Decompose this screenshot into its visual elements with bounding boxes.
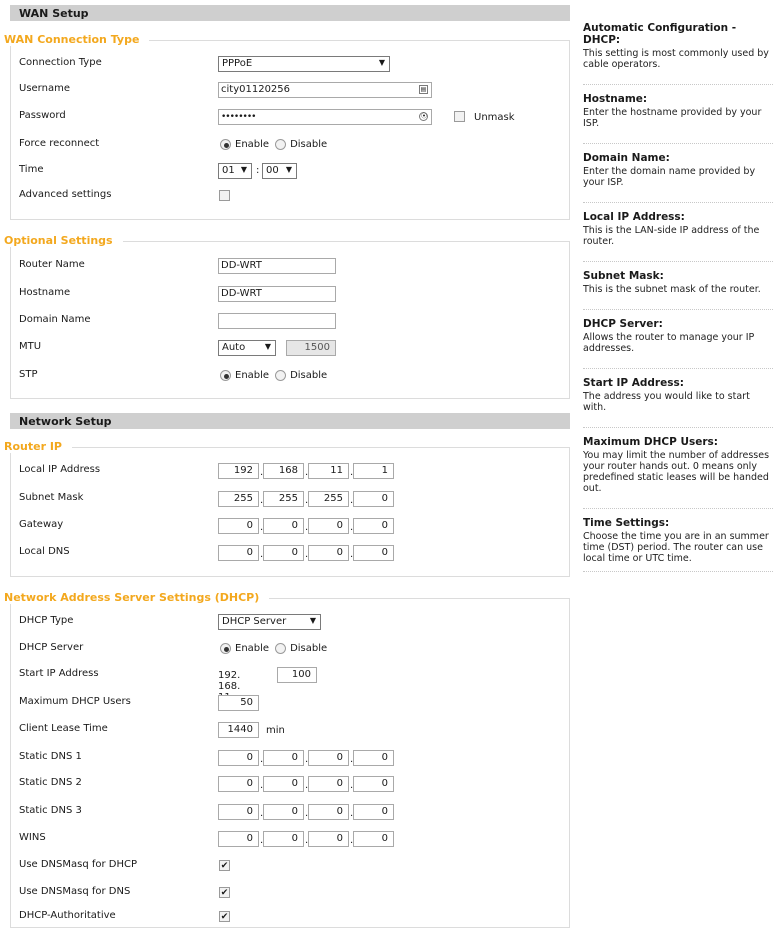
help-list xyxy=(583,0,773,572)
password-label: Password xyxy=(19,110,66,121)
router-name-input[interactable]: DD-WRT xyxy=(218,258,336,274)
mtu-label: MTU xyxy=(19,341,42,352)
username-input[interactable]: city01120256 ▤ xyxy=(218,82,432,98)
time-row xyxy=(0,161,570,181)
help-sidebar xyxy=(583,0,773,572)
ip-octet-input[interactable]: 192 xyxy=(218,463,259,479)
wan-connection-legend: WAN Connection Type xyxy=(4,33,149,46)
lease-unit-label: min xyxy=(266,725,285,736)
hostname-input[interactable]: DD-WRT xyxy=(218,286,336,302)
dnsmasq-dns-label: Use DNSMasq for DNS xyxy=(19,886,131,897)
help-entry xyxy=(583,310,773,369)
max-dhcp-users-input[interactable]: 50 xyxy=(218,695,259,711)
ip-octet-input[interactable]: 11 xyxy=(308,463,349,479)
static-dns3-label: Static DNS 3 xyxy=(19,805,82,816)
start-ip-prefix: 192. 168. xyxy=(218,670,241,692)
ip-octet-input[interactable]: 0 xyxy=(218,776,259,792)
wins-row: WINS 0 . 0 . 0 . 0 xyxy=(0,829,570,849)
username-label: Username xyxy=(19,83,70,94)
wins-label: WINS xyxy=(19,832,46,843)
ip-octet-input[interactable]: 0 xyxy=(308,518,349,534)
enable-label: Enable xyxy=(235,139,270,150)
ip-octet-input[interactable]: 0 xyxy=(308,776,349,792)
advanced-settings-label: Advanced settings xyxy=(19,189,112,200)
ip-octet-input[interactable]: 0 xyxy=(218,518,259,534)
dhcp-authoritative-checkbox[interactable]: ✔ xyxy=(220,912,229,922)
ip-octet-input[interactable]: 0 xyxy=(263,776,304,792)
dhcp-authoritative-label: DHCP-Authoritative xyxy=(19,910,116,921)
ip-octet-input[interactable]: 0 xyxy=(353,750,394,766)
local-ip-label: Local IP Address xyxy=(19,464,101,475)
help-title: Time Settings: xyxy=(583,517,670,529)
time-label: Time xyxy=(19,164,44,175)
help-entry xyxy=(583,203,773,262)
ip-octet-input[interactable]: 1 xyxy=(353,463,394,479)
start-ip-last-octet-input[interactable]: 100 xyxy=(277,667,317,683)
password-row xyxy=(0,107,570,127)
ip-octet-input[interactable]: 255 xyxy=(263,491,304,507)
ip-octet-input[interactable]: 0 xyxy=(353,545,394,561)
gateway-label: Gateway xyxy=(19,519,64,530)
help-entry xyxy=(583,144,773,203)
force-reconnect-enable-radio[interactable] xyxy=(220,139,231,150)
ip-octet-input[interactable]: 168 xyxy=(263,463,304,479)
ip-octet-input[interactable]: 0 xyxy=(218,545,259,561)
dhcp-authoritative-row xyxy=(0,907,570,927)
unmask-checkbox[interactable] xyxy=(454,111,465,122)
chevron-down-icon: ▼ xyxy=(264,342,271,351)
mtu-mode-select[interactable]: Auto ▼ xyxy=(218,340,276,356)
dnsmasq-dhcp-checkbox[interactable]: ✔ xyxy=(220,861,229,871)
connection-type-select[interactable]: PPPoE ▼ xyxy=(218,56,390,72)
disable-label: Disable xyxy=(290,370,328,381)
dhcp-legend: Network Address Server Settings (DHCP) xyxy=(4,591,269,604)
key-icon[interactable]: ⦿ xyxy=(420,113,426,120)
static-dns3-row: Static DNS 3 0 . 0 . 0 . 0 xyxy=(0,802,570,822)
ip-octet-input[interactable]: 0 xyxy=(263,804,304,820)
mtu-value-input[interactable]: 1500 xyxy=(286,340,336,356)
static-dns2-label: Static DNS 2 xyxy=(19,777,82,788)
help-text: This setting is most commonly used by cable operators. xyxy=(583,48,769,70)
dhcp-type-label: DHCP Type xyxy=(19,615,74,626)
time-minute-select[interactable]: 00 ▼ xyxy=(262,163,297,179)
dhcp-type-select[interactable]: DHCP Server ▼ xyxy=(218,614,321,630)
force-reconnect-disable-radio[interactable] xyxy=(275,139,286,150)
chevron-down-icon: ▼ xyxy=(285,165,292,174)
static-dns1-label: Static DNS 1 xyxy=(19,751,82,762)
help-title: Local IP Address: xyxy=(583,211,685,223)
help-entry xyxy=(583,14,773,85)
router-name-label: Router Name xyxy=(19,259,85,270)
contact-card-icon[interactable]: ▤ xyxy=(420,86,427,93)
dnsmasq-dns-checkbox[interactable]: ✔ xyxy=(220,888,229,898)
ip-octet-input[interactable]: 0 xyxy=(218,804,259,820)
help-text: Allows the router to manage your IP addresses. xyxy=(583,332,755,354)
network-setup-header: Network Setup xyxy=(10,413,570,429)
help-entry xyxy=(583,509,773,572)
ip-octet-input[interactable]: 0 xyxy=(353,518,394,534)
max-dhcp-users-label: Maximum DHCP Users xyxy=(19,696,131,707)
help-entry xyxy=(583,369,773,428)
chevron-down-icon: ▼ xyxy=(378,58,385,67)
connection-type-label: Connection Type xyxy=(19,57,102,68)
chevron-down-icon: ▼ xyxy=(240,165,247,174)
enable-label: Enable xyxy=(235,370,270,381)
subnet-mask-label: Subnet Mask xyxy=(19,492,84,503)
hostname-label: Hostname xyxy=(19,287,71,298)
help-text: The address you would like to start with. xyxy=(583,391,750,413)
client-lease-label: Client Lease Time xyxy=(19,723,108,734)
client-lease-input[interactable]: 1440 xyxy=(218,722,259,738)
ip-octet-input[interactable]: 0 xyxy=(218,750,259,766)
help-text: This is the subnet mask of the router. xyxy=(583,284,761,295)
help-title: DHCP Server: xyxy=(583,318,663,330)
ip-octet-input[interactable]: 0 xyxy=(263,545,304,561)
time-hour-select[interactable]: 01 ▼ xyxy=(218,163,252,179)
help-entry xyxy=(583,428,773,509)
advanced-settings-row xyxy=(0,186,570,206)
help-text: Enter the domain name provided by your ISP. xyxy=(583,166,756,188)
client-lease-row xyxy=(0,720,570,740)
help-title: Start IP Address: xyxy=(583,377,684,389)
gateway-row: Gateway 0 . 0 . 0 . 0 xyxy=(0,516,570,536)
ip-octet-input[interactable]: 0 xyxy=(308,804,349,820)
ip-octet-input[interactable]: 0 xyxy=(353,491,394,507)
stp-disable-radio[interactable] xyxy=(275,370,286,381)
local-ip-row: Local IP Address 192 . 168 . 11 . 1 xyxy=(0,461,570,481)
dnsmasq-dhcp-row xyxy=(0,856,570,876)
static-dns2-row: Static DNS 2 0 . 0 . 0 . 0 xyxy=(0,774,570,794)
help-title: Maximum DHCP Users: xyxy=(583,436,719,448)
ip-octet-input[interactable]: 255 xyxy=(218,491,259,507)
force-reconnect-label: Force reconnect xyxy=(19,138,100,149)
time-separator: : xyxy=(256,165,260,176)
start-ip-row xyxy=(0,665,570,692)
ip-octet-input[interactable]: 0 xyxy=(353,804,394,820)
help-text: This is the LAN-side IP address of the router. xyxy=(583,225,760,247)
local-dns-label: Local DNS xyxy=(19,546,70,557)
chevron-down-icon: ▼ xyxy=(309,616,316,625)
ip-octet-input[interactable]: 0 xyxy=(353,831,394,847)
dhcp-server-disable-radio[interactable] xyxy=(275,643,286,654)
disable-label: Disable xyxy=(290,643,328,654)
help-title: Domain Name: xyxy=(583,152,670,164)
help-title: Automatic Configuration - DHCP: xyxy=(583,22,737,46)
hostname-row xyxy=(0,284,570,304)
local-dns-row: Local DNS 0 . 0 . 0 . 0 xyxy=(0,543,570,563)
advanced-settings-checkbox[interactable] xyxy=(219,190,230,201)
optional-settings-legend: Optional Settings xyxy=(4,234,123,247)
dhcp-server-label: DHCP Server xyxy=(19,642,84,653)
help-text: You may limit the number of addresses your router hands out. 0 means only predefined static leases will be handed out. xyxy=(583,450,770,494)
enable-label: Enable xyxy=(235,643,270,654)
dnsmasq-dns-row xyxy=(0,883,570,903)
dhcp-server-enable-radio[interactable] xyxy=(220,643,231,654)
ip-octet-input[interactable]: 0 xyxy=(218,831,259,847)
static-dns1-row: Static DNS 1 0 . 0 . 0 . 0 xyxy=(0,748,570,768)
stp-row xyxy=(0,366,570,386)
dhcp-server-row xyxy=(0,639,570,659)
ip-octet-input[interactable]: 0 xyxy=(308,750,349,766)
stp-label: STP xyxy=(19,369,38,380)
force-reconnect-row xyxy=(0,135,570,155)
ip-octet-input[interactable]: 0 xyxy=(263,750,304,766)
ip-octet-input[interactable]: 0 xyxy=(353,776,394,792)
username-row xyxy=(0,80,570,100)
domain-name-input[interactable] xyxy=(218,313,336,329)
password-input[interactable]: •••••••• ⦿ xyxy=(218,109,432,125)
help-entry xyxy=(583,262,773,310)
help-text: Choose the time you are in an summer time (DST) period. The router can use local time or UTC time. xyxy=(583,531,769,564)
connection-type-row xyxy=(0,54,570,74)
ip-octet-input[interactable]: 0 xyxy=(308,545,349,561)
dhcp-type-row xyxy=(0,612,570,632)
subnet-mask-row: Subnet Mask 255 . 255 . 255 . 0 xyxy=(0,489,570,509)
domain-name-row xyxy=(0,311,570,331)
router-name-row xyxy=(0,256,570,276)
dnsmasq-dhcp-label: Use DNSMasq for DHCP xyxy=(19,859,138,870)
start-ip-label: Start IP Address xyxy=(19,668,99,679)
domain-name-label: Domain Name xyxy=(19,314,91,325)
mtu-row xyxy=(0,338,570,358)
ip-octet-input[interactable]: 0 xyxy=(308,831,349,847)
router-ip-legend: Router IP xyxy=(4,440,72,453)
max-dhcp-users-row xyxy=(0,693,570,713)
stp-enable-radio[interactable] xyxy=(220,370,231,381)
disable-label: Disable xyxy=(290,139,328,150)
ip-octet-input[interactable]: 0 xyxy=(263,518,304,534)
help-title: Subnet Mask: xyxy=(583,270,664,282)
help-entry xyxy=(583,85,773,144)
wan-setup-header: WAN Setup xyxy=(10,5,570,21)
ip-octet-input[interactable]: 0 xyxy=(263,831,304,847)
help-title: Hostname: xyxy=(583,93,648,105)
unmask-label: Unmask xyxy=(474,112,515,123)
help-text: Enter the hostname provided by your ISP. xyxy=(583,107,762,129)
ip-octet-input[interactable]: 255 xyxy=(308,491,349,507)
